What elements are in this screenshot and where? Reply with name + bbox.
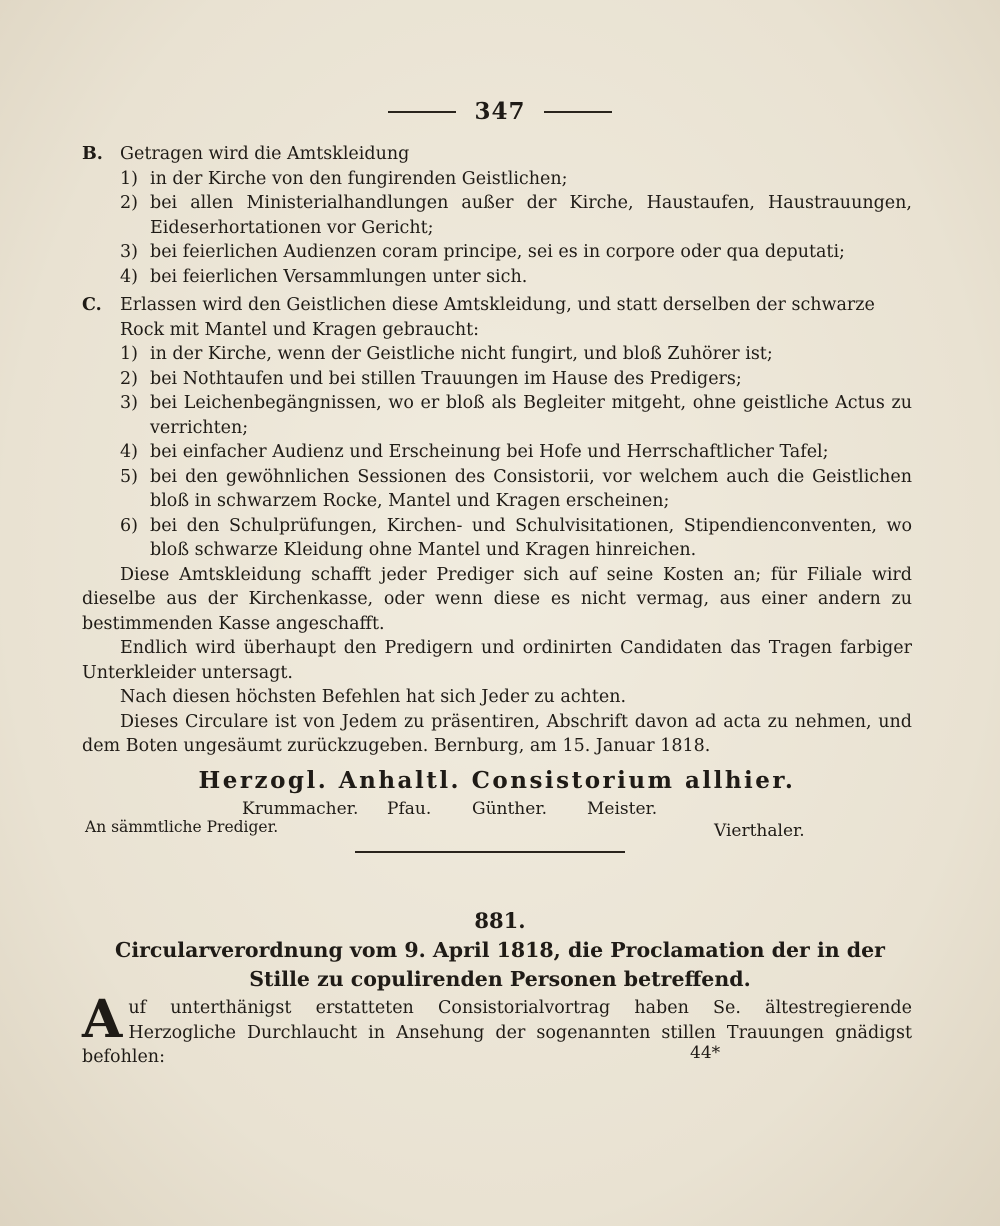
list-item: [120, 191, 912, 240]
item-number: 4): [120, 442, 138, 462]
item-text: bei Leichenbegängnissen, wo er bloß als Begleiter mitgeht, ohne geistliche Actus zu verrichten;: [150, 393, 912, 438]
item-number: 2): [120, 368, 138, 389]
signatory-name: Meister.: [587, 799, 658, 819]
item-text: in der Kirche, wenn der Geistliche nicht fungirt, und bloß Zuhörer ist;: [150, 344, 773, 364]
item-text: bei den Schulprüfungen, Kirchen- und Schulvisitationen, Stipendienconventen, wo bloß schwarze Kleidung ohne Mantel und Kragen hinreichen.: [150, 515, 912, 560]
signatory-name: Krummacher.: [242, 799, 359, 819]
list-item: [120, 167, 912, 192]
list-item: [120, 514, 912, 563]
signature-authority: Herzogl. Anhaltl. Consistorium allhier.: [198, 766, 796, 794]
section-c-letter: C.: [82, 295, 102, 315]
list-item: [120, 342, 912, 367]
item-text: bei allen Ministerialhandlungen außer der Kirche, Haustaufen, Haustrauungen, Eideserhortationen vor Gericht;: [150, 193, 912, 238]
page-header: [0, 98, 1000, 125]
signatory-name: Vierthaler.: [714, 821, 805, 841]
header-rule-right: [544, 111, 612, 113]
item-number: 1): [120, 344, 138, 364]
page-number: 347: [474, 98, 526, 125]
item-text: bei den gewöhnlichen Sessionen des Consistorii, vor welchem auch die Geistlichen bloß in schwarzem Rocke, Mantel und Kragen erscheinen;: [150, 466, 912, 511]
item-text: bei feierlichen Versammlungen unter sich.: [150, 266, 528, 287]
section-b: [82, 142, 912, 289]
list-item: [120, 440, 912, 465]
section-divider: [355, 851, 625, 853]
list-item: [120, 240, 912, 265]
header-rule-left: [388, 111, 456, 113]
ordinance-title: Circularverordnung vom 9. April 1818, die Proclamation der in der Stille zu copulirenden Personen betreffend.: [115, 938, 885, 991]
item-text: bei feierlichen Audienzen coram principe, sei es in corpore oder qua deputati;: [150, 242, 845, 262]
list-item: [120, 465, 912, 514]
item-text: in der Kirche von den fungirenden Geistlichen;: [150, 168, 568, 189]
signatory-name: Günther.: [472, 799, 547, 819]
item-number: 3): [120, 393, 138, 413]
section-c: [82, 293, 912, 563]
paragraph-closing: Dieses Circulare ist von Jedem zu präsentiren, Abschrift davon ad acta zu nehmen, und dem Boten ungesäumt zurückzugeben. Bernburg, am 15. Januar 1818.: [82, 711, 912, 756]
item-text: bei Nothtaufen und bei stillen Trauungen im Hause des Predigers;: [150, 368, 742, 389]
list-item: [120, 391, 912, 440]
item-number: 2): [120, 193, 138, 213]
sheet-signature-mark: 44*: [690, 1043, 721, 1063]
paragraph-underclothes: Endlich wird überhaupt den Predigern und ordinirten Candidaten das Tragen farbiger Unterkleider untersagt.: [82, 638, 912, 683]
paragraph-costs: Diese Amtskleidung schafft jeder Prediger sich auf seine Kosten an; für Filiale wird dieselbe aus der Kirchenkasse, oder wenn diese es nicht vermag, aus einer andern zu bestimmenden Kasse angeschafft.: [82, 564, 912, 634]
item-number: 4): [120, 266, 138, 287]
ordinance-body: uf unterthänigst erstatteten Consistorialvortrag haben Se. ältestregierende Herzogliche Durchlaucht in Ansehung der sogenannten stillen Trauungen gnädigst befohlen:: [82, 998, 912, 1067]
addressee: An sämmtliche Prediger.: [85, 818, 279, 836]
item-number: 1): [120, 168, 138, 189]
item-number: 6): [120, 515, 138, 536]
ordinance-number: 881.: [474, 908, 526, 933]
main-text: [82, 142, 912, 847]
ordinance-text: [82, 989, 912, 1070]
item-number: 5): [120, 466, 138, 487]
signatory-name: Pfau.: [387, 799, 432, 819]
section-b-letter: B.: [82, 144, 103, 164]
item-number: 3): [120, 242, 138, 262]
section-c-heading: Erlassen wird den Geistlichen diese Amtskleidung, und statt derselben der schwarze Rock mit Mantel und Kragen gebraucht:: [120, 295, 875, 340]
list-item: [120, 265, 912, 290]
section-b-heading: Getragen wird die Amtskleidung: [120, 144, 410, 164]
drop-cap: A: [82, 989, 123, 1050]
item-text: bei einfacher Audienz und Erscheinung bei Hofe und Herrschaftlicher Tafel;: [150, 442, 829, 462]
list-item: [120, 367, 912, 392]
paragraph-compliance: Nach diesen höchsten Befehlen hat sich Jeder zu achten.: [120, 687, 627, 707]
